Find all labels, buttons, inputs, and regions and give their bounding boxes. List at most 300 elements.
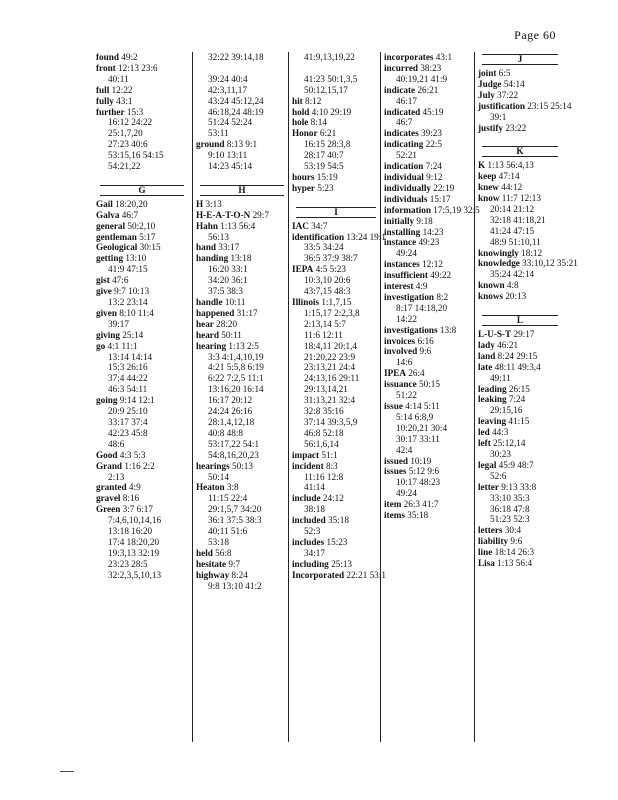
- index-entry: [384, 466, 476, 499]
- index-term: heard: [196, 329, 219, 340]
- page-line-refs: 8:24: [231, 569, 248, 580]
- page-line-refs: 4:9: [128, 482, 141, 493]
- index-term: incident: [292, 460, 324, 471]
- letter-heading: H: [200, 185, 284, 196]
- page-line-refs: 1:16 2:2: [124, 460, 155, 471]
- index-entry: [384, 499, 476, 510]
- page-line-refs: 22:19: [433, 182, 455, 193]
- page-line-refs: 49:24: [396, 248, 417, 259]
- page-line-refs: 23:13,21 24:4: [304, 362, 356, 373]
- index-entry: [292, 461, 380, 494]
- index-term: instances: [384, 259, 420, 270]
- index-term: gist: [96, 275, 110, 286]
- index-column-3: [288, 52, 386, 742]
- index-entry: [292, 231, 386, 265]
- page-line-refs: 47:14: [498, 171, 520, 182]
- page-line-refs: 47:6: [112, 275, 129, 286]
- letter-heading: J: [482, 54, 558, 65]
- index-term: identification: [292, 231, 345, 242]
- page-line-refs: 9:6: [419, 346, 432, 357]
- page-line-refs: 5:23: [317, 182, 334, 193]
- page-line-refs: 56:13: [208, 231, 229, 242]
- page-line-refs: 39:23: [421, 128, 442, 139]
- index-entry: [196, 461, 288, 483]
- index-term: highway: [196, 569, 230, 580]
- index-term: installing: [384, 226, 421, 237]
- index-term: Judge: [478, 78, 502, 89]
- index-entry: [292, 569, 386, 581]
- index-entry: [478, 100, 572, 123]
- index-term: K: [478, 160, 486, 171]
- page-line-refs: 8:2: [436, 291, 449, 302]
- page-line-refs: 50:2,10: [127, 220, 156, 231]
- index-entry: [478, 394, 562, 416]
- page-line-refs: 9:13 33:8: [501, 481, 537, 492]
- page-line-refs: 11:7 12:13: [501, 193, 541, 204]
- index-term: H-E-A-T-O-N: [196, 209, 251, 220]
- index-term: line: [478, 547, 493, 558]
- page-line-refs: 36:18 47:8: [490, 503, 530, 514]
- page-line-refs: 37:4 44:22: [108, 373, 148, 384]
- page-line-refs: 53:18: [208, 536, 229, 547]
- index-term: front: [96, 62, 116, 73]
- index-entry: [478, 427, 562, 438]
- index-term: Galva: [96, 209, 120, 220]
- index-entry: [384, 227, 476, 238]
- page-line-refs: 1:13 56:4: [220, 220, 256, 231]
- page-line-refs: 7:24: [425, 161, 442, 172]
- index-term: lady: [478, 339, 495, 350]
- page-line-refs: 30:23: [490, 448, 511, 459]
- index-entry: [478, 525, 562, 536]
- page-line-refs: 23:22: [505, 122, 527, 133]
- index-term: justification: [478, 100, 525, 111]
- page-line-refs: 34:17: [304, 547, 325, 558]
- letter-heading: L: [482, 315, 558, 326]
- page-line-refs: 37:5 38:3: [208, 286, 243, 297]
- index-term: handle: [196, 297, 223, 308]
- index-entry: [384, 270, 476, 281]
- page-line-refs: 52:6: [490, 470, 507, 481]
- index-term: keep: [478, 171, 497, 182]
- index-term: fully: [96, 95, 114, 106]
- page-line-refs: 48:11 49:3,4: [494, 361, 541, 372]
- page-line-refs: 53:17,22 54:1: [208, 438, 260, 449]
- page-line-refs: 24:24 26:16: [208, 406, 253, 417]
- index-term: go: [96, 340, 106, 351]
- page-line-refs: 17:5,19 32:5: [433, 204, 480, 215]
- index-entry: [478, 536, 562, 547]
- page-line-refs: 22:21 53:1: [346, 569, 386, 580]
- index-entry: [478, 438, 562, 460]
- page-line-refs: 25:12,14: [493, 438, 526, 449]
- index-entry: [384, 336, 476, 347]
- page-line-refs: 37:14 39:3,5,9: [304, 416, 358, 427]
- index-term: Hahn: [196, 220, 218, 231]
- index-term: individually: [384, 182, 431, 193]
- index-entry: [292, 297, 380, 450]
- index-entry: [384, 161, 476, 172]
- index-entry: [96, 482, 188, 493]
- page-line-refs: 10:20,21 30:4: [396, 422, 448, 433]
- page-line-refs: 6:5: [498, 68, 511, 78]
- page-line-refs: 13:16,20 16:14: [208, 384, 264, 395]
- page-line-refs: 8:14: [310, 117, 327, 128]
- index-term: giving: [96, 329, 120, 340]
- index-entry: [96, 341, 188, 396]
- page-line-refs: 5:17: [139, 231, 156, 242]
- page-line-refs: 26:21: [417, 84, 439, 95]
- index-entry: [478, 171, 562, 182]
- page-line-refs: 33:5 34:24: [304, 242, 344, 253]
- index-entry: [196, 319, 288, 330]
- index-entry: [96, 504, 188, 580]
- index-entry: [292, 117, 380, 128]
- index-entry: [196, 570, 288, 592]
- page-line-refs: 14:23: [422, 226, 444, 237]
- index-entry: [96, 461, 188, 483]
- index-entry: [196, 52, 288, 139]
- page-line-refs: 22:5: [425, 139, 442, 150]
- page-line-refs: 9:12: [426, 171, 443, 182]
- page-line-refs: 1:13 2:5: [228, 340, 259, 351]
- index-entry: [292, 128, 380, 172]
- index-term: leaking: [478, 394, 507, 405]
- index-term: know: [478, 193, 500, 204]
- page-line-refs: 11:15 22:4: [208, 493, 248, 504]
- page-line-refs: 30:15: [139, 242, 161, 253]
- index-term: leaving: [478, 416, 507, 427]
- spacer: [478, 302, 562, 313]
- index-entry: [96, 63, 188, 85]
- index-term: gentleman: [96, 231, 137, 242]
- index-entry: [384, 194, 476, 205]
- page-line-refs: 31:17: [236, 307, 258, 318]
- index-entry: [292, 107, 380, 118]
- index-entry: [478, 384, 562, 395]
- index-entry: [478, 160, 562, 171]
- index-entry: [292, 493, 380, 515]
- spacer: [478, 133, 562, 144]
- index-term: item: [384, 499, 402, 510]
- index-term: found: [96, 52, 119, 62]
- page-line-refs: 1:13 56:4: [497, 558, 533, 569]
- index-entry: [478, 123, 562, 134]
- page-line-refs: 14:23 45:14: [208, 161, 253, 172]
- page-line-refs: 49:24: [396, 488, 417, 499]
- index-term: given: [96, 307, 117, 318]
- index-entry: [96, 52, 188, 63]
- page-line-refs: 14:6: [396, 357, 413, 368]
- index-entry: [96, 85, 188, 96]
- page-line-refs: 3:7 6:17: [122, 504, 153, 515]
- page-line-refs: 51:24 52:24: [208, 117, 253, 128]
- page-line-refs: 53:19 54:5: [304, 161, 344, 172]
- page-line-refs: 36:1 37:5 38:3: [208, 515, 262, 526]
- index-term: joint: [478, 68, 497, 78]
- index-term: handing: [196, 253, 229, 264]
- page-line-refs: 48:9 51:10,11: [490, 236, 541, 247]
- page-line-refs: 18:12: [521, 247, 543, 258]
- index-term: Incorporated: [292, 569, 345, 580]
- index-entry: [384, 292, 476, 325]
- page-line-refs: 13:2 23:14: [108, 297, 148, 308]
- index-term: IAC: [292, 220, 309, 231]
- index-term: happened: [196, 307, 235, 318]
- page-line-refs: 54:14: [503, 78, 525, 89]
- page-line-refs: 32:2,3,5,10,13: [108, 569, 162, 580]
- page-line-refs: 40:8 48:8: [208, 427, 243, 438]
- page-line-refs: 4:8: [506, 280, 519, 291]
- page-line-refs: 16:15 28:3,8: [304, 139, 351, 150]
- page-line-refs: 4:9: [415, 281, 428, 292]
- index-entry: [478, 248, 562, 259]
- index-term: indication: [384, 161, 424, 172]
- page-line-refs: 32:18 41:18,21: [490, 214, 546, 225]
- page-line-refs: 8:10 11:4: [119, 307, 154, 318]
- index-entry: [478, 362, 562, 384]
- index-term: give: [96, 286, 112, 297]
- index-entry: [292, 559, 380, 570]
- index-entry: [384, 52, 476, 63]
- page-line-refs: 4:21 5:5,8 6:19: [208, 362, 264, 373]
- index-entry: [384, 325, 476, 336]
- index-entry: [478, 351, 562, 362]
- index-entry: [96, 232, 188, 243]
- page-line-refs: 10:17 48:23: [396, 477, 441, 488]
- page-line-refs: 41:15: [508, 416, 530, 427]
- page-line-refs: 28:20: [216, 318, 238, 329]
- page-line-refs: 33:10,12 35:21: [522, 258, 578, 269]
- index-term: interest: [384, 281, 414, 292]
- index-term: including: [292, 558, 329, 569]
- page-line-refs: 35:18: [407, 510, 429, 521]
- page-line-refs: 8:12: [305, 95, 322, 106]
- page-line-refs: 56:8: [215, 547, 232, 558]
- index-entry: [384, 379, 476, 401]
- index-entry: [96, 221, 188, 232]
- page-line-refs: 8:17 14:18,20: [396, 302, 448, 313]
- page-line-refs: 13:8: [439, 324, 457, 335]
- index-term: Heaton: [196, 482, 225, 493]
- index-entry: [292, 515, 380, 537]
- page-line-refs: 37:22: [497, 89, 519, 100]
- page-line-refs: 39:1: [490, 111, 507, 122]
- index-entry: [384, 63, 476, 85]
- index-entry: [292, 221, 380, 232]
- index-entry: [96, 493, 188, 504]
- page-line-refs: 45:9 48:7: [498, 459, 534, 470]
- page-line-refs: 16:12 24:22: [108, 117, 153, 128]
- page-line-refs: 52:3: [304, 526, 321, 537]
- page-line-refs: 45:19: [422, 106, 444, 117]
- index-term: late: [478, 361, 493, 372]
- index-entry: [292, 52, 380, 96]
- page-line-refs: 2:13,14 5:7: [304, 318, 346, 329]
- index-term: issued: [384, 455, 409, 466]
- page-line-refs: 50:11: [221, 329, 242, 340]
- page-line-refs: 56:1,6,14: [304, 438, 339, 449]
- index-entry: [478, 291, 562, 302]
- index-grid: [96, 52, 578, 742]
- index-term: incurred: [384, 62, 419, 73]
- page-line-refs: 30:4: [504, 525, 522, 536]
- page-line-refs: 8:24 29:15: [497, 350, 538, 361]
- page-line-refs: 41:14: [304, 482, 325, 493]
- index-term: Honor: [292, 128, 318, 139]
- page-line-refs: 26:3 41:7: [403, 499, 439, 510]
- index-term: H: [196, 198, 204, 209]
- page-line-refs: 18:4,11 20:1,4: [304, 340, 357, 351]
- page-line-refs: 29:13,14,21: [304, 384, 348, 395]
- index-entry: [384, 346, 476, 368]
- spacer: [196, 172, 288, 183]
- index-term: Gail: [96, 198, 113, 209]
- page-line-refs: 3:13: [205, 198, 222, 209]
- index-entry: [384, 139, 476, 161]
- page-line-refs: 23:23 28:5: [108, 558, 148, 569]
- index-entry: [384, 172, 476, 183]
- page-line-refs: 40:19,21 41:9: [396, 73, 448, 84]
- page-line-refs: 13:24 19:1: [346, 231, 386, 242]
- page-line-refs: 40:11: [108, 73, 129, 84]
- index-entry: [384, 107, 476, 129]
- page-line-refs: 54:21,22: [108, 161, 141, 172]
- index-term: hand: [196, 242, 216, 253]
- index-entry: [96, 286, 188, 308]
- index-entry: [96, 275, 188, 286]
- page-line-refs: 12:12: [422, 259, 443, 270]
- index-entry: [96, 395, 188, 450]
- index-entry: [478, 329, 562, 340]
- index-entry: [478, 68, 562, 79]
- index-term: gravel: [96, 493, 121, 504]
- index-term: hole: [292, 117, 309, 128]
- index-entry: [96, 450, 188, 461]
- index-entry: [96, 330, 188, 341]
- page-line-refs: 24:12: [322, 493, 344, 504]
- page-line-refs: 9:14 12:1: [119, 395, 155, 406]
- index-term: knowledge: [478, 258, 520, 269]
- page-line-refs: 44:3: [492, 427, 509, 438]
- index-entry: [478, 258, 578, 280]
- page-line-refs: 8:16: [122, 493, 140, 504]
- index-term: Good: [96, 449, 118, 460]
- page-line-refs: 9:7: [228, 558, 241, 569]
- page-line-refs: 36:5 37:9 38:7: [304, 253, 358, 264]
- page-line-refs: 6:21: [319, 128, 337, 139]
- page-line-refs: 38:23: [420, 62, 442, 73]
- page-line-refs: 9:10 13:11: [208, 150, 248, 161]
- page-line-refs: 4:3 5:3: [119, 449, 146, 460]
- index-term: liability: [478, 536, 509, 547]
- index-term: general: [96, 220, 126, 231]
- index-term: ground: [196, 139, 225, 150]
- page-line-refs: 14:22: [396, 313, 417, 324]
- index-entry: [96, 96, 188, 107]
- page-line-refs: 46:17: [396, 95, 417, 106]
- index-term: hearing: [196, 340, 227, 351]
- page-line-refs: 9:8 13:10 41:2: [208, 580, 262, 591]
- index-term: letter: [478, 481, 499, 492]
- page-line-refs: 35:24 42:14: [490, 269, 535, 280]
- page-line-refs: 32:22 39:14,18: [208, 52, 264, 62]
- page-line-refs: 13:10: [125, 253, 147, 264]
- page-line-refs: 12:22: [111, 84, 133, 95]
- index-column-5: [474, 52, 578, 742]
- index-term: include: [292, 493, 321, 504]
- index-term: included: [292, 515, 326, 526]
- page-line-refs: 5:14 6:8,9: [396, 411, 434, 422]
- page-line-refs: 34:7: [311, 220, 328, 231]
- index-term: IEPA: [292, 264, 314, 275]
- index-term: issue: [384, 401, 403, 411]
- index-entry: [384, 216, 476, 227]
- index-term: investigation: [384, 291, 435, 302]
- spacer: [292, 194, 380, 205]
- page-line-refs: 29:17: [513, 329, 535, 339]
- index-term: further: [96, 106, 125, 117]
- page-line-refs: 44:12: [501, 182, 523, 193]
- index-entry: [196, 139, 288, 172]
- index-term: indicate: [384, 84, 416, 95]
- page-line-refs: 46:18,24 48:19: [208, 106, 264, 117]
- page-line-refs: 25:14: [122, 329, 144, 340]
- index-term: includes: [292, 536, 325, 547]
- page-line-refs: 12:13 23:6: [118, 62, 158, 73]
- index-term: insufficient: [384, 270, 428, 281]
- page-line-refs: 42:3,11,17: [208, 84, 247, 95]
- index-entry: [384, 128, 476, 139]
- page-line-refs: 41:9 47:15: [108, 264, 148, 275]
- footer-rule: [60, 771, 74, 772]
- page-line-refs: 52:21: [396, 150, 417, 161]
- page-line-refs: 5:12 9:6: [408, 466, 440, 477]
- index-entry: [196, 341, 288, 461]
- index-entry: [384, 85, 476, 107]
- index-term: letters: [478, 525, 503, 536]
- index-entry: [478, 193, 562, 248]
- index-entry: [384, 237, 476, 259]
- page-line-refs: 21:20,22 23:9: [304, 351, 356, 362]
- index-term: full: [96, 84, 110, 95]
- index-entry: [292, 450, 380, 461]
- page-line-refs: 25:13: [331, 558, 353, 569]
- page-line-refs: 29:1,5,7 34:20: [208, 504, 262, 515]
- page-line-refs: 20:9 25:10: [108, 406, 148, 417]
- page-line-refs: 9:18: [416, 215, 433, 226]
- index-entry: [384, 456, 476, 467]
- letter-heading: I: [296, 207, 376, 218]
- page-line-refs: 38:18: [304, 504, 325, 515]
- index-column-1: [96, 52, 188, 742]
- page-line-refs: 13:14 14:14: [108, 351, 153, 362]
- page-line-refs: 10:19: [410, 455, 432, 466]
- index-entry: [478, 90, 562, 101]
- index-entry: [196, 548, 288, 559]
- page-line-refs: 29:7: [252, 209, 269, 220]
- index-term: incorporates: [384, 52, 434, 62]
- index-entry: [384, 510, 476, 521]
- index-term: items: [384, 510, 405, 521]
- index-term: investigations: [384, 324, 438, 335]
- page-line-refs: 11:16 12:8: [304, 471, 344, 482]
- page-line-refs: 10:3,10 20:6: [304, 275, 351, 286]
- page-line-refs: 43:7,15 48:3: [304, 286, 351, 297]
- index-entry: [478, 482, 562, 526]
- page-line-refs: 46:8 52:18: [304, 427, 344, 438]
- index-term: knowingly: [478, 247, 519, 258]
